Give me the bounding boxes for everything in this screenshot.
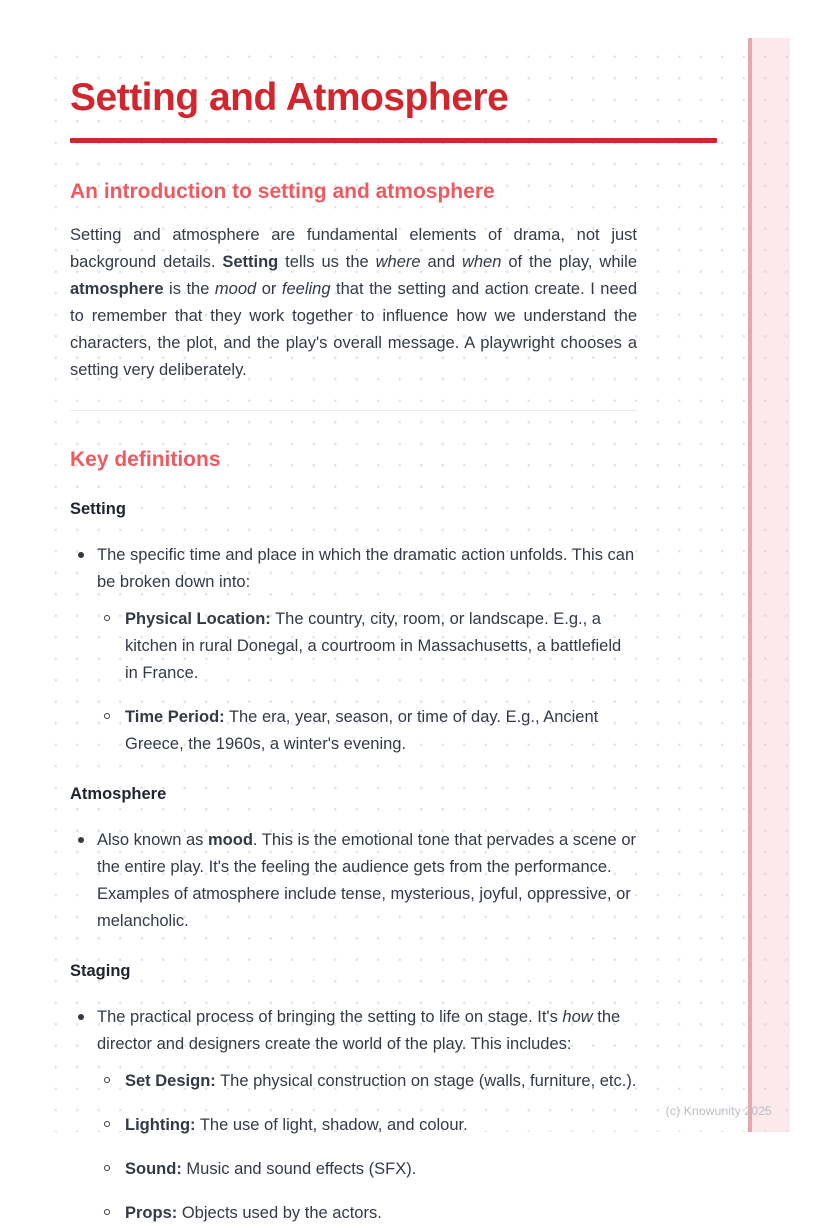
setting-sublist <box>97 606 637 758</box>
list-item-text: Also known as mood. This is the emotional tone that pervades a scene or the entire play. It's the feeling the audience gets from the performance. Examples of atmosphere include tense, mysterious, joyful, oppressive, or melancholic. <box>97 831 636 931</box>
list-item <box>125 606 637 687</box>
staging-sublist <box>97 1068 637 1227</box>
bullet-disc-icon <box>78 552 84 558</box>
list-item <box>125 1068 637 1095</box>
list-item-text: Props: Objects used by the actors. <box>125 1204 382 1223</box>
margin-stripe <box>748 38 790 1132</box>
bullet-disc-icon <box>78 837 84 843</box>
list-item-text: The practical process of bringing the setting to life on stage. It's how the director and designers create the world of the play. This includes: <box>97 1008 621 1054</box>
list-item-text: Time Period: The era, year, season, or time of day. E.g., Ancient Greece, the 1960s, a winter's evening. <box>125 708 599 754</box>
bullet-circle-icon <box>104 1165 110 1171</box>
atmosphere-list <box>70 827 637 935</box>
list-item <box>125 1156 637 1183</box>
list-item <box>125 1200 637 1227</box>
bullet-circle-icon <box>104 1209 110 1215</box>
list-item <box>125 704 637 758</box>
section-heading-key-definitions: Key definitions <box>70 448 221 472</box>
bullet-circle-icon <box>104 1077 110 1083</box>
subheading-staging: Staging <box>70 962 131 981</box>
intro-paragraph: Setting and atmosphere are fundamental elements of drama, not just background details. Setting tells us the where and when of the play, while atmosphere is the mood or feeling that the setting and action create. I need to remember that they work together to influence how we understand the characters, the plot, and the play's overall message. A playwright chooses a setting very deliberately. <box>70 226 638 380</box>
list-item-text: The specific time and place in which the dramatic action unfolds. This can be broken down into: <box>97 546 635 592</box>
bullet-circle-icon <box>104 713 110 719</box>
bullet-disc-icon <box>78 1014 84 1020</box>
page-content <box>40 38 637 1227</box>
bullet-circle-icon <box>104 1121 110 1127</box>
bullet-circle-icon <box>104 615 110 621</box>
list-item <box>97 1004 637 1227</box>
staging-list <box>70 1004 637 1227</box>
list-item-text: Lighting: The use of light, shadow, and colour. <box>125 1116 468 1135</box>
page-title: Setting and Atmosphere <box>70 76 509 119</box>
list-item <box>97 827 637 935</box>
subheading-atmosphere: Atmosphere <box>70 785 167 804</box>
list-item <box>125 1112 637 1139</box>
section-heading-introduction: An introduction to setting and atmosphere <box>70 179 495 203</box>
list-item-text: Physical Location: The country, city, room, or landscape. E.g., a kitchen in rural Donegal, a courtroom in Massachusetts, a battlefield in France. <box>125 610 622 683</box>
list-item <box>97 542 637 758</box>
section-divider <box>70 410 637 411</box>
subheading-setting: Setting <box>70 500 126 519</box>
list-item-text: Sound: Music and sound effects (SFX). <box>125 1160 417 1179</box>
setting-list <box>70 542 637 758</box>
title-rule <box>70 138 717 143</box>
notes-page <box>40 38 790 1223</box>
list-item-text: Set Design: The physical construction on stage (walls, furniture, etc.). <box>125 1072 637 1091</box>
copyright-watermark: (c) Knowunity 2025 <box>665 1104 772 1118</box>
